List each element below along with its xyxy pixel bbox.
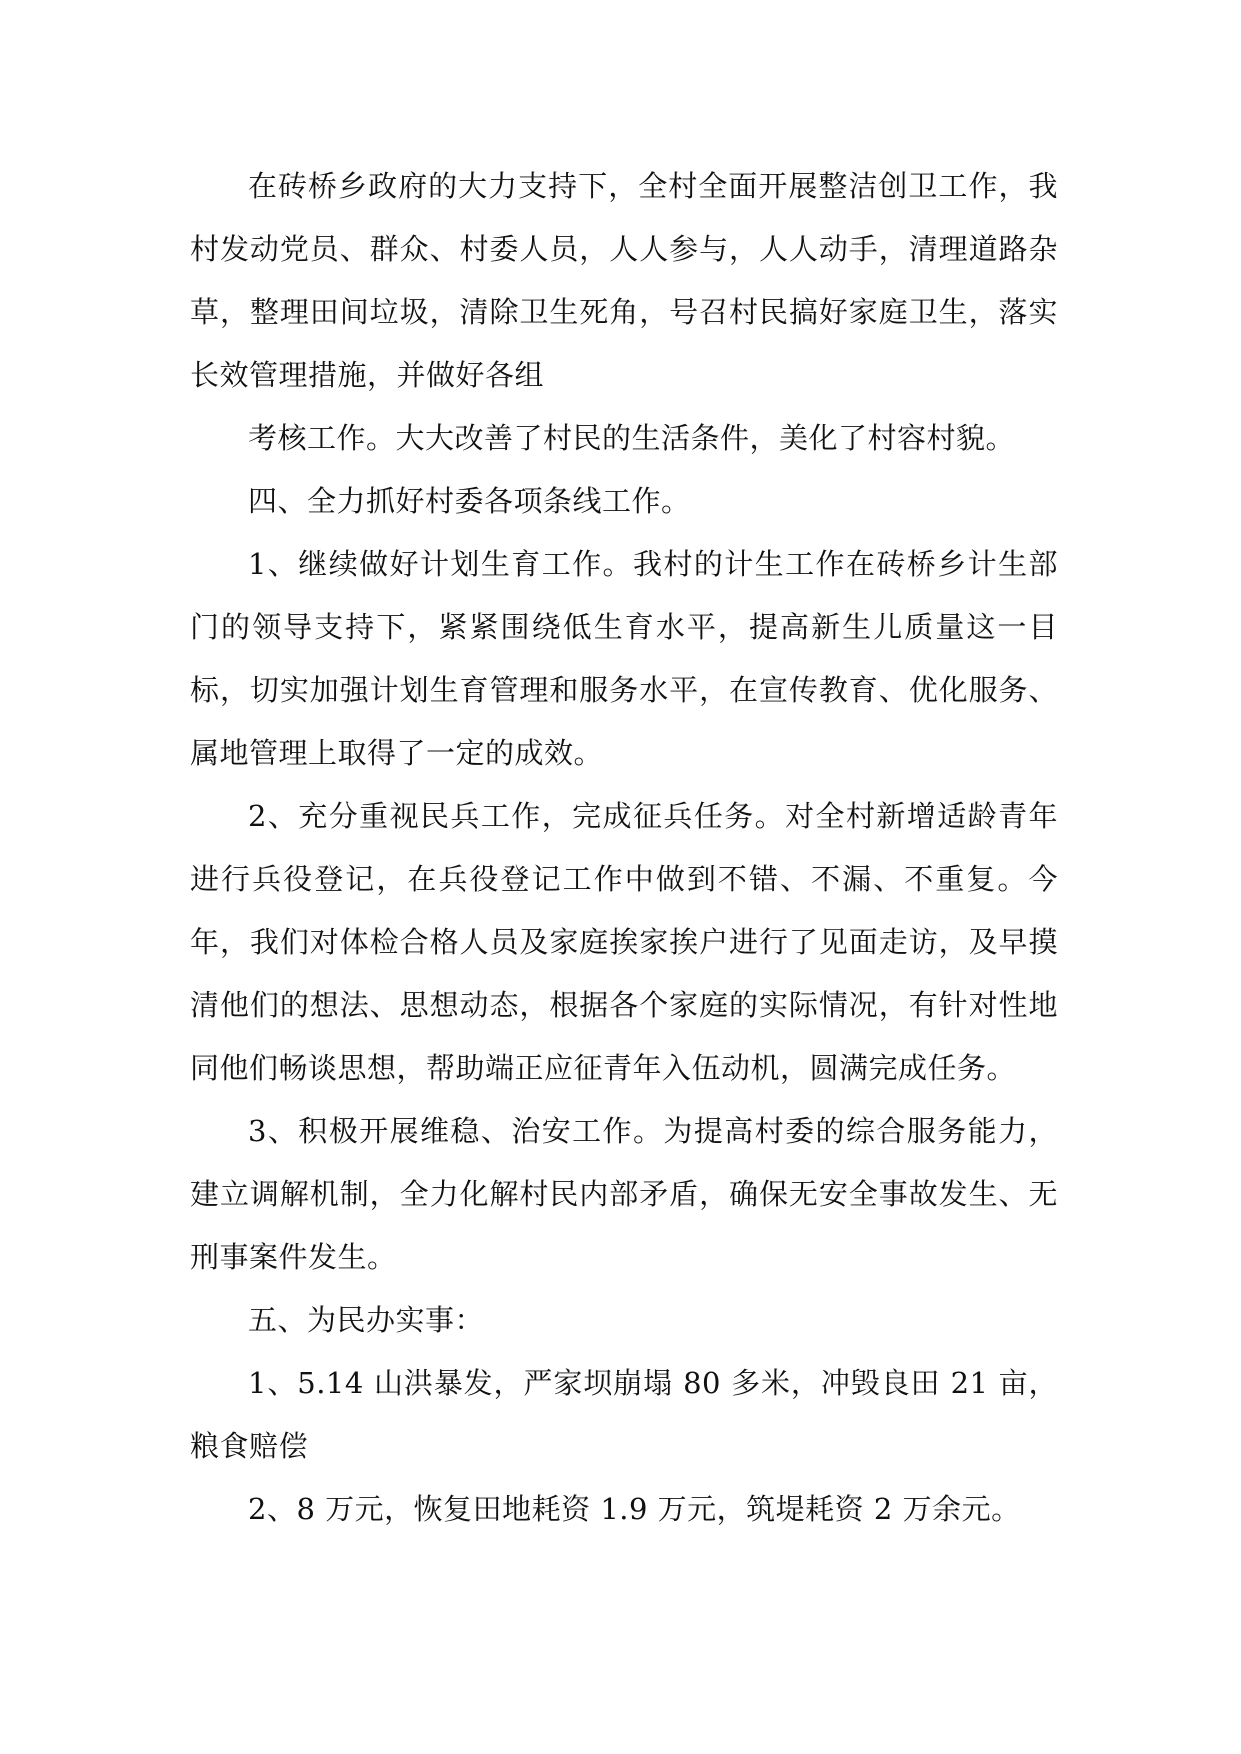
paragraph-family-planning: 1、继续做好计划生育工作。我村的计生工作在砖桥乡计生部门的领导支持下，紧紧围绕低生育水平，提高新生儿质量这一目标，切实加强计划生育管理和服务水平，在宣传教育、优化服务、属地管理上取得了一定的成效。	[190, 547, 1058, 770]
heading-section-five: 五、为民办实事：	[248, 1303, 485, 1337]
document-body	[190, 155, 1058, 1541]
paragraph-security: 3、积极开展维稳、治安工作。为提高村委的综合服务能力，建立调解机制，全力化解村民内部矛盾，确保无安全事故发生、无刑事案件发生。	[190, 1114, 1058, 1274]
paragraph-flood: 1、5.14 山洪暴发，严家坝崩塌 80 多米，冲毁良田 21 亩，粮食赔偿	[190, 1366, 1058, 1463]
paragraph-militia: 2、充分重视民兵工作，完成征兵任务。对全村新增适龄青年进行兵役登记，在兵役登记工作中做到不错、不漏、不重复。今年，我们对体检合格人员及家庭挨家挨户进行了见面走访，及早摸清他们的想法、思想动态，根据各个家庭的实际情况，有针对性地同他们畅谈思想，帮助端正应征青年入伍动机，圆满完成任务。	[190, 799, 1058, 1085]
paragraph-assessment: 考核工作。大大改善了村民的生活条件，美化了村容村貌。	[248, 421, 1016, 455]
paragraph-compensation: 2、8 万元，恢复田地耗资 1.9 万元，筑堤耗资 2 万余元。	[248, 1492, 1021, 1526]
paragraph-sanitation: 在砖桥乡政府的大力支持下，全村全面开展整洁创卫工作，我村发动党员、群众、村委人员，人人参与，人人动手，清理道路杂草，整理田间垃圾，清除卫生死角，号召村民搞好家庭卫生，落实长效管理措施，并做好各组	[190, 169, 1058, 392]
heading-section-four: 四、全力抓好村委各项条线工作。	[248, 484, 691, 518]
